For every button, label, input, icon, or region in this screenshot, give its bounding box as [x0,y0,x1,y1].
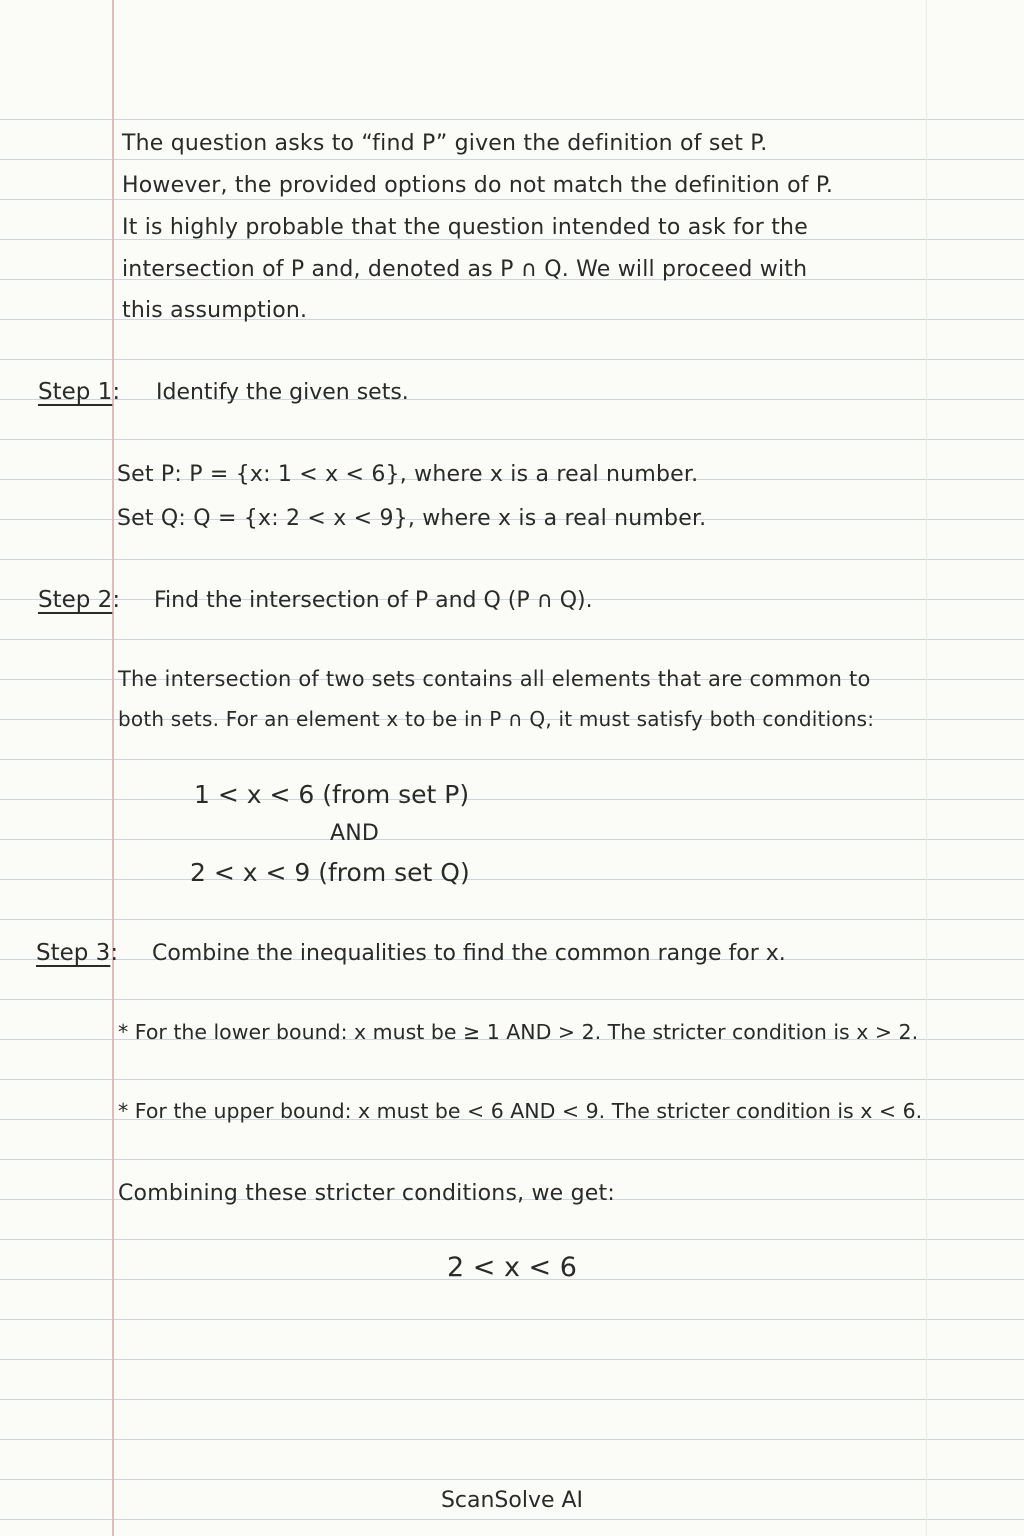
step-1-label: Step 1 [38,379,113,405]
condition-from-p: 1 < x < 6 (from set P) [194,780,470,809]
intro-line: intersection of P and, denoted as P ∩ Q. We will proceed with [122,257,808,282]
upper-bound-bullet: * For the upper bound: x must be < 6 AND < 9. The stricter condition is x < 6. [118,1099,923,1123]
intro-line: The question asks to “find P” given the definition of set P. [122,131,768,156]
set-p-definition: Set P: P = {x: 1 < x < 6}, where x is a real number. [117,462,699,487]
page-top-margin [0,0,1024,80]
condition-from-q: 2 < x < 9 (from set Q) [190,858,470,887]
step-3-heading: Step 3: [36,940,119,966]
intro-line: However, the provided options do not match the definition of P. [122,173,834,198]
step-2-text-line: both sets. For an element x to be in P ∩ Q, it must satisfy both conditions: [118,707,875,731]
combining-text: Combining these stricter conditions, we get: [118,1181,615,1206]
brand-footer: ScanSolve AI [440,1488,584,1513]
final-result: 2 < x < 6 [447,1252,577,1283]
right-fold-line [926,0,927,1536]
red-margin-line [112,0,114,1536]
step-2-text-line: The intersection of two sets contains all elements that are common to [118,667,871,691]
step-2-label: Step 2 [38,587,113,613]
step-1-heading: Step 1: [38,379,121,405]
step-3-title: Combine the inequalities to find the common range for x. [152,941,786,966]
intro-line: It is highly probable that the question intended to ask for the [122,215,808,240]
step-2-heading: Step 2: [38,587,121,613]
set-q-definition: Set Q: Q = {x: 2 < x < 9}, where x is a real number. [117,506,707,531]
step-2-title: Find the intersection of P and Q (P ∩ Q). [154,588,593,613]
and-word: AND [330,821,380,846]
step-1-title: Identify the given sets. [156,380,409,405]
intro-line: this assumption. [122,298,308,323]
step-3-label: Step 3 [36,940,111,966]
lower-bound-bullet: * For the lower bound: x must be ≥ 1 AND > 2. The stricter condition is x > 2. [118,1020,919,1044]
